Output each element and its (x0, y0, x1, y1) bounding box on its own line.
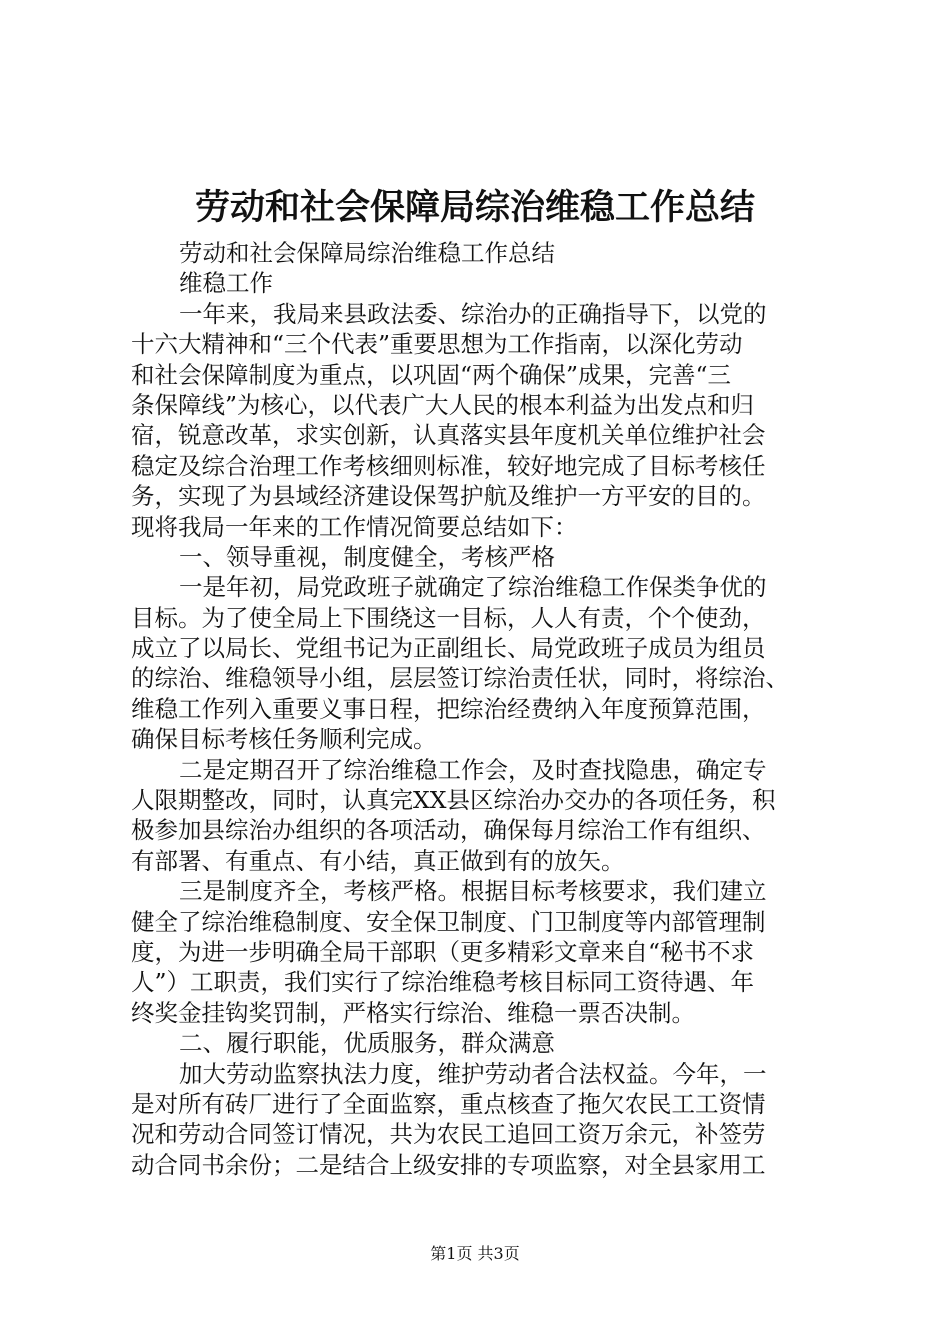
text-line: 和社会保障制度为重点，以巩固“两个确保”成果，完善“三 (131, 360, 732, 389)
text-line: 十六大精神和“三个代表”重要思想为工作指南，以深化劳动 (131, 330, 743, 359)
text-line: 终奖金挂钩奖罚制，严格实行综治、维稳一票否决制。 (131, 998, 695, 1027)
text-line: 三是制度齐全，考核严格。根据目标考核要求，我们建立 (179, 877, 767, 906)
document-title: 劳动和社会保障局综治维稳工作总结 (194, 187, 755, 228)
page-number-footer: 第1页 共3页 (430, 1244, 520, 1263)
text-line: 况和劳动合同签订情况，共为农民工追回工资万余元，补签劳 (131, 1120, 766, 1149)
text-line: 成立了以局长、党组书记为正副组长、局党政班子成员为组员 (131, 634, 766, 663)
text-line: 维稳工作列入重要义事日程，把综治经费纳入年度预算范围， (131, 694, 766, 723)
text-line: 有部署、有重点、有小结，真正做到有的放矢。 (131, 846, 625, 875)
text-line: 的综治、维稳领导小组，层层签订综治责任状，同时，将综治、 (131, 664, 789, 693)
text-line: 二是定期召开了综治维稳工作会，及时查找隐患，确定专 (179, 755, 767, 784)
text-line: 极参加县综治办组织的各项活动，确保每月综治工作有组织、 (131, 816, 766, 845)
text-line: 目标。为了使全局上下围绕这一目标，人人有责，个个使劲， (131, 603, 766, 632)
text-line: 二、履行职能，优质服务，群众满意 (179, 1029, 555, 1058)
text-line: 人限期整改，同时，认真完XX县区综治办交办的各项任务，积 (131, 786, 776, 815)
text-line: 健全了综治维稳制度、安全保卫制度、门卫制度等内部管理制 (131, 907, 766, 936)
text-line: 一年来，我局来县政法委、综治办的正确指导下，以党的 (179, 299, 767, 328)
text-line: 维稳工作 (179, 269, 273, 298)
text-line: 人”）工职责，我们实行了综治维稳考核目标同工资待遇、年 (131, 968, 755, 997)
text-line: 劳动和社会保障局综治维稳工作总结 (179, 239, 555, 267)
text-line: 一、领导重视，制度健全，考核严格 (179, 542, 555, 571)
text-line: 度，为进一步明确全局干部职（更多精彩文章来自“秘书不求 (131, 937, 755, 966)
text-line: 确保目标考核任务顺利完成。 (131, 725, 437, 754)
text-line: 宿，锐意改革，求实创新，认真落实县年度机关单位维护社会 (131, 421, 766, 450)
document-body (131, 238, 841, 1180)
text-line: 是对所有砖厂进行了全面监察，重点核查了拖欠农民工工资情 (131, 1089, 766, 1118)
text-line: 加大劳动监察执法力度，维护劳动者合法权益。今年，一 (179, 1059, 767, 1088)
text-line: 条保障线”为核心，以代表广大人民的根本利益为出发点和归 (131, 390, 755, 419)
text-line: 一是年初，局党政班子就确定了综治维稳工作保类争优的 (179, 573, 767, 602)
text-line: 动合同书余份；二是结合上级安排的专项监察，对全县家用工 (131, 1150, 766, 1179)
text-line: 现将我局一年来的工作情况简要总结如下： (131, 512, 578, 541)
text-line: 务，实现了为县域经济建设保驾护航及维护一方平安的目的。 (131, 482, 766, 511)
text-line: 稳定及综合治理工作考核细则标准，较好地完成了目标考核任 (131, 451, 766, 480)
